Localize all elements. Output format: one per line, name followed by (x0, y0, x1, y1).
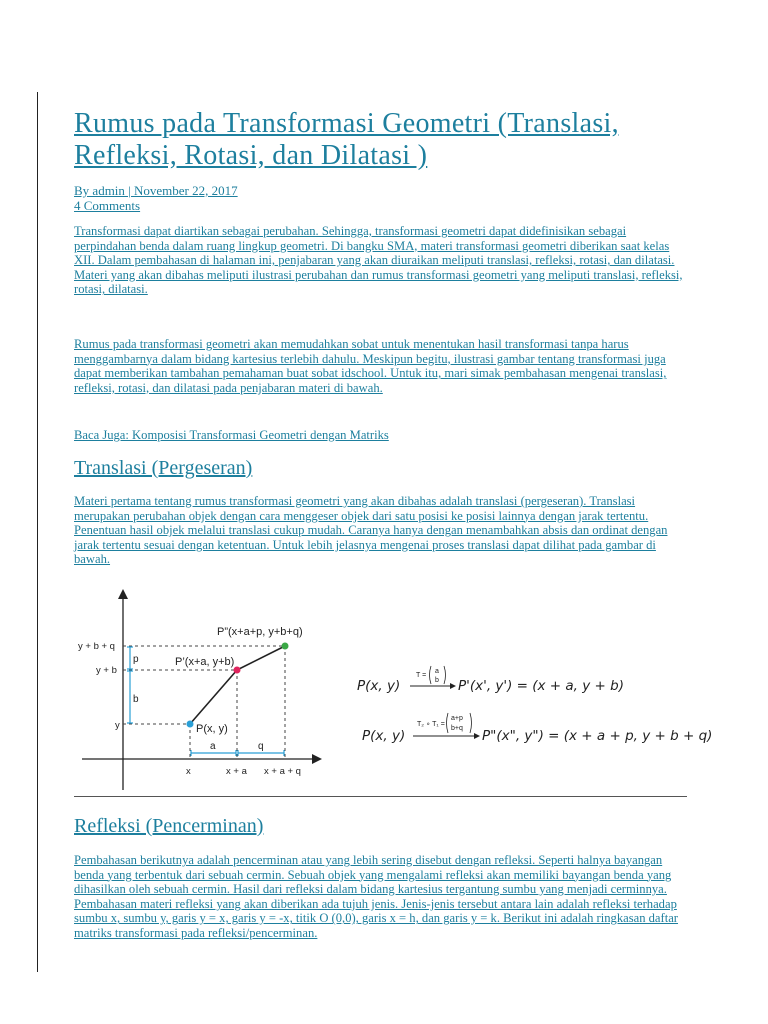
formula2-lhs: P(x, y) (362, 728, 406, 744)
formula2-rhs: P"(x", y") = (x + a + p, y + b + q) (482, 728, 713, 744)
label-seg-q: q (258, 741, 264, 752)
refleksi-heading[interactable] (74, 815, 263, 838)
intro-paragraph-2[interactable]: Rumus pada transformasi geometri akan memudahkan sobat untuk menentukan hasil transformasi tanpa harus menggambarnya dalam bidang kartesius terlebih dahulu. Meskipun begitu, ilustrasi gambar tentang transformasi juga dapat memberikan tambahan pemahaman buat sobat idschool. Untuk itu, mari simak pembahasan mengenai translasi, refleksi, rotasi, dan dilatasi pada penjabaran materi di bawah. (74, 337, 667, 395)
point-p-double-prime (282, 643, 289, 650)
label-seg-a: a (210, 741, 216, 752)
x-axis-arrow-icon (312, 754, 322, 764)
label-y: y (115, 720, 120, 731)
formula2-arrow-label: T₂ ∘ T₁ = (417, 721, 445, 728)
refleksi-paragraph[interactable]: Pembahasan berikutnya adalah pencerminan atau yang lebih sering disebut dengan refleksi. Seperti halnya bayangan benda yang terbentuk dari sebuah cermin. Sebuah objek yang mengalami refleksi akan memiliki bayangan benda yang dihasilkan oleh sebuah cermin. Hasil dari refleksi dalam bidang kartesius tergantung sumbu yang menjadi cerminnya. Pembahasan materi refleksi yang akan diberikan ada tujuh jenis. Jenis-jenis tersebut antara lain adalah refleksi terhadap sumbu x, sumbu y, garis y = x, garis y = -x, titik O (0,0), garis x = h, dan garis y = k. Berikut ini adalah ringkasan daftar matriks transformasi pada refleksi/pencerminan. (74, 853, 679, 940)
translasi-paragraph[interactable]: Materi pertama tentang rumus transformasi geometri yang akan dibahas adalah translasi (pergeseran). Translasi merupakan perubahan objek dengan cara menggeser objek dari satu posisi ke posisi lainnya dengan jarak tertentu. Penentuan hasil objek melalui translasi cukup mudah. Caranya hanya dengan menambahkan absis dan ordinat dengan jarak tertentu sesuai dengan ketentuan. Untuk lebih jelasnya mengenai proses translasi dapat dilihat pada gambar di bawah. (74, 494, 668, 567)
point-p-prime (234, 667, 241, 674)
formula1-lhs: P(x, y) (357, 678, 401, 694)
y-axis-arrow-icon (118, 589, 128, 599)
point-p (187, 721, 194, 728)
refleksi-heading-link[interactable]: Refleksi (Pencerminan) (74, 815, 264, 837)
comments-link[interactable]: 4 Comments (74, 198, 141, 213)
article-title[interactable] (74, 108, 694, 172)
label-seg-b: b (133, 694, 139, 705)
formula-translation-1 (357, 666, 624, 694)
formula1-matrix-top: a (435, 668, 439, 675)
label-p1: P’(x+a, y+b) (175, 656, 235, 668)
label-y-bq: y + b + q (78, 641, 115, 652)
label-x: x (186, 766, 191, 777)
translation-segment-2 (237, 646, 285, 670)
formula2-arrow-icon (474, 733, 480, 739)
label-p2: P”(x+a+p, y+b+q) (217, 626, 303, 638)
translation-figure (0, 585, 768, 795)
formula2-matrix-top: a+p (451, 715, 463, 722)
label-x-aq: x + a + q (264, 766, 301, 777)
label-x-a: x + a (226, 766, 247, 777)
formula1-rhs: P'(x', y') = (x + a, y + b) (458, 678, 624, 694)
label-p0: P(x, y) (196, 723, 228, 735)
formula1-arrow-icon (450, 683, 456, 689)
translasi-heading[interactable] (74, 457, 252, 480)
baca-juga-link[interactable]: Baca Juga: Komposisi Transformasi Geometri dengan Matriks (74, 428, 389, 442)
section-divider (74, 796, 687, 797)
article-title-link[interactable]: Rumus pada Transformasi Geometri (Translasi, Refleksi, Rotasi, dan Dilatasi ) (74, 108, 619, 171)
formula-translation-2 (362, 713, 712, 744)
formula1-matrix-bot: b (435, 677, 439, 684)
intro-paragraph-1[interactable]: Transformasi dapat diartikan sebagai perubahan. Sehingga, transformasi geometri dapat didefinisikan sebagai perpindahan benda dalam ruang lingkup geometri. Di bangku SMA, materi transformasi geometri diberikan saat kelas XII. Dalam pembahasan di halaman ini, penjabaran yang akan diuraikan meliputi translasi, refleksi, rotasi, dan dilatasi. Materi yang akan dibahas meliputi ilustrasi perubahan dan rumus transformasi geometri yang meliputi translasi, refleksi, rotasi, dilatasi. (74, 224, 683, 297)
formula1-arrow-label: T = (416, 672, 427, 679)
label-seg-p: p (133, 654, 139, 665)
formula2-matrix-bot: b+q (451, 725, 463, 732)
label-y-b: y + b (96, 665, 117, 676)
left-margin-rule (37, 92, 38, 972)
author-date-link[interactable]: By admin | November 22, 2017 (74, 183, 238, 198)
translation-segment-1 (190, 670, 237, 724)
translasi-heading-link[interactable]: Translasi (Pergeseran) (74, 457, 253, 479)
article-meta (74, 183, 238, 213)
